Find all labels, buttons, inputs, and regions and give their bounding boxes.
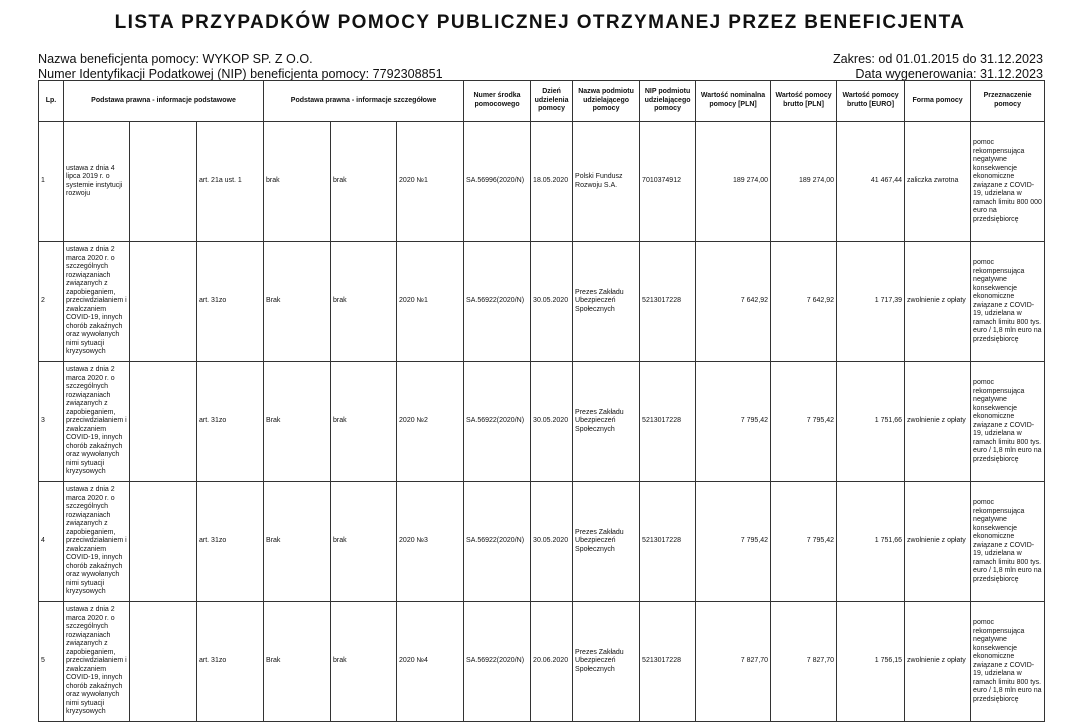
cell-measure: SA.56922(2020/N) xyxy=(464,242,531,362)
cell-gross-pln: 189 274,00 xyxy=(771,122,837,242)
header-grantor-name: Nazwa podmiotu udzielającego pomocy xyxy=(573,81,640,122)
cell-form: zwolnienie z opłaty xyxy=(905,362,971,482)
cell-lp: 3 xyxy=(39,362,64,482)
cell-lp: 2 xyxy=(39,242,64,362)
cell-detail-3: 2020 №1 xyxy=(397,242,464,362)
header-nominal-value: Wartość nominalna pomocy [PLN] xyxy=(696,81,771,122)
report-generated-date: Data wygenerowania: 31.12.2023 xyxy=(855,67,1043,81)
cell-lp: 5 xyxy=(39,602,64,722)
cell-detail-1: Brak xyxy=(264,362,331,482)
cell-detail-2: brak xyxy=(331,362,397,482)
header-aid-form: Forma pomocy xyxy=(905,81,971,122)
cell-detail-2: brak xyxy=(331,122,397,242)
cell-purpose: pomoc rekompensująca negatywne konsekwencje ekonomiczne związane z COVID-19, udzielana w ramach limitu 800 tys. euro / 1,8 mln euro na przedsiębiorcę xyxy=(971,242,1045,362)
cell-article: art. 31zo xyxy=(197,482,264,602)
cell-detail-3: 2020 №1 xyxy=(397,122,464,242)
cell-detail-3: 2020 №4 xyxy=(397,602,464,722)
cell-nominal: 189 274,00 xyxy=(696,122,771,242)
cell-nominal: 7 642,92 xyxy=(696,242,771,362)
cell-act: ustawa z dnia 4 lipca 2019 r. o systemie instytucji rozwoju xyxy=(64,122,130,242)
cell-measure: SA.56922(2020/N) xyxy=(464,362,531,482)
cell-purpose: pomoc rekompensująca negatywne konsekwencje ekonomiczne związane z COVID-19, udzielana w ramach limitu 800 tys. euro / 1,8 mln euro na przedsiębiorcę xyxy=(971,362,1045,482)
cell-gross-eur: 1 751,66 xyxy=(837,362,905,482)
cell-grantor-nip: 5213017228 xyxy=(640,482,696,602)
cell-gross-eur: 1 751,66 xyxy=(837,482,905,602)
cell-gross-eur: 1 756,15 xyxy=(837,602,905,722)
cell-lp: 4 xyxy=(39,482,64,602)
report-range: Zakres: od 01.01.2015 do 31.12.2023 xyxy=(832,52,1043,66)
document-title: LISTA PRZYPADKÓW POMOCY PUBLICZNEJ OTRZYMANEJ PRZEZ BENEFICJENTA xyxy=(114,12,966,33)
cell-detail-1: Brak xyxy=(264,242,331,362)
cell-gross-pln: 7 795,42 xyxy=(771,482,837,602)
cell-act: ustawa z dnia 2 marca 2020 r. o szczególnych rozwiązaniach związanych z zapobieganiem, przeciwdziałaniem i zwalczaniem COVID-19, innych chorób zakaźnych oraz wywołanych nimi sytuacji kryzysowych xyxy=(64,362,130,482)
cell-detail-2: brak xyxy=(331,242,397,362)
cell-basic-extra xyxy=(130,362,197,482)
cell-detail-3: 2020 №2 xyxy=(397,362,464,482)
cell-basic-extra xyxy=(130,602,197,722)
cell-day: 30.05.2020 xyxy=(531,362,573,482)
header-basic-legal-basis: Podstawa prawna - informacje podstawowe xyxy=(64,81,264,122)
header-gross-pln: Wartość pomocy brutto [PLN] xyxy=(771,81,837,122)
table-header-row xyxy=(39,81,1045,122)
table-row xyxy=(39,362,1045,482)
cell-detail-1: Brak xyxy=(264,482,331,602)
cell-grantor: Polski Fundusz Rozwoju S.A. xyxy=(573,122,640,242)
cell-gross-pln: 7 827,70 xyxy=(771,602,837,722)
cell-grantor: Prezes Zakładu Ubezpieczeń Społecznych xyxy=(573,362,640,482)
cell-detail-2: brak xyxy=(331,482,397,602)
cell-nominal: 7 795,42 xyxy=(696,482,771,602)
cell-article: art. 31zo xyxy=(197,362,264,482)
table-row xyxy=(39,122,1045,242)
cell-form: zwolnienie z opłaty xyxy=(905,482,971,602)
cell-basic-extra xyxy=(130,242,197,362)
cell-grantor-nip: 5213017228 xyxy=(640,362,696,482)
cell-form: zwolnienie z opłaty xyxy=(905,602,971,722)
aid-cases-table xyxy=(38,80,1045,722)
cell-purpose: pomoc rekompensująca negatywne konsekwencje ekonomiczne związane z COVID-19, udzielana w ramach limitu 800 000 euro na przedsiębiorcę xyxy=(971,122,1045,242)
cell-gross-pln: 7 642,92 xyxy=(771,242,837,362)
beneficiary-nip: Numer Identyfikacji Podatkowej (NIP) beneficjenta pomocy: 7792308851 xyxy=(38,67,443,81)
header-lp: Lp. xyxy=(39,81,64,122)
header-grant-day: Dzień udzielenia pomocy xyxy=(531,81,573,122)
cell-day: 20.06.2020 xyxy=(531,602,573,722)
beneficiary-info xyxy=(38,52,443,82)
report-info xyxy=(833,52,1043,82)
header-aid-purpose: Przeznaczenie pomocy xyxy=(971,81,1045,122)
cell-day: 30.05.2020 xyxy=(531,482,573,602)
cell-grantor-nip: 5213017228 xyxy=(640,602,696,722)
cell-article: art. 31zo xyxy=(197,242,264,362)
cell-detail-2: brak xyxy=(331,602,397,722)
cell-gross-eur: 41 467,44 xyxy=(837,122,905,242)
cell-grantor: Prezes Zakładu Ubezpieczeń Społecznych xyxy=(573,602,640,722)
cell-gross-eur: 1 717,39 xyxy=(837,242,905,362)
cell-measure: SA.56922(2020/N) xyxy=(464,602,531,722)
header-detailed-legal-basis: Podstawa prawna - informacje szczegółowe xyxy=(264,81,464,122)
cell-nominal: 7 795,42 xyxy=(696,362,771,482)
cell-article: art. 21a ust. 1 xyxy=(197,122,264,242)
cell-lp: 1 xyxy=(39,122,64,242)
cell-article: art. 31zo xyxy=(197,602,264,722)
cell-measure: SA.56996(2020/N) xyxy=(464,122,531,242)
cell-basic-extra xyxy=(130,482,197,602)
cell-grantor-nip: 7010374912 xyxy=(640,122,696,242)
cell-day: 30.05.2020 xyxy=(531,242,573,362)
cell-detail-1: Brak xyxy=(264,602,331,722)
cell-measure: SA.56922(2020/N) xyxy=(464,482,531,602)
cell-act: ustawa z dnia 2 marca 2020 r. o szczególnych rozwiązaniach związanych z zapobieganiem, przeciwdziałaniem i zwalczaniem COVID-19, innych chorób zakaźnych oraz wywołanych nimi sytuacji kryzysowych xyxy=(64,602,130,722)
table-row xyxy=(39,482,1045,602)
cell-form: zwolnienie z opłaty xyxy=(905,242,971,362)
cell-grantor-nip: 5213017228 xyxy=(640,242,696,362)
header-gross-eur: Wartość pomocy brutto [EURO] xyxy=(837,81,905,122)
cell-grantor: Prezes Zakładu Ubezpieczeń Społecznych xyxy=(573,242,640,362)
cell-nominal: 7 827,70 xyxy=(696,602,771,722)
cell-basic-extra xyxy=(130,122,197,242)
cell-act: ustawa z dnia 2 marca 2020 r. o szczególnych rozwiązaniach związanych z zapobieganiem, przeciwdziałaniem i zwalczaniem COVID-19, innych chorób zakaźnych oraz wywołanych nimi sytuacji kryzysowych xyxy=(64,242,130,362)
header-measure-number: Numer środka pomocowego xyxy=(464,81,531,122)
cell-day: 18.05.2020 xyxy=(531,122,573,242)
cell-act: ustawa z dnia 2 marca 2020 r. o szczególnych rozwiązaniach związanych z zapobieganiem, przeciwdziałaniem i zwalczaniem COVID-19, innych chorób zakaźnych oraz wywołanych nimi sytuacji kryzysowych xyxy=(64,482,130,602)
table-row xyxy=(39,242,1045,362)
cell-detail-1: brak xyxy=(264,122,331,242)
cell-gross-pln: 7 795,42 xyxy=(771,362,837,482)
cell-purpose: pomoc rekompensująca negatywne konsekwencje ekonomiczne związane z COVID-19, udzielana w ramach limitu 800 tys. euro / 1,8 mln euro na przedsiębiorcę xyxy=(971,602,1045,722)
cell-detail-3: 2020 №3 xyxy=(397,482,464,602)
beneficiary-name: Nazwa beneficjenta pomocy: WYKOP SP. Z O.O. xyxy=(38,52,313,66)
cell-form: zaliczka zwrotna xyxy=(905,122,971,242)
header-grantor-nip: NIP podmiotu udzielającego pomocy xyxy=(640,81,696,122)
cell-purpose: pomoc rekompensująca negatywne konsekwencje ekonomiczne związane z COVID-19, udzielana w ramach limitu 800 tys. euro / 1,8 mln euro na przedsiębiorcę xyxy=(971,482,1045,602)
table-row xyxy=(39,602,1045,722)
cell-grantor: Prezes Zakładu Ubezpieczeń Społecznych xyxy=(573,482,640,602)
